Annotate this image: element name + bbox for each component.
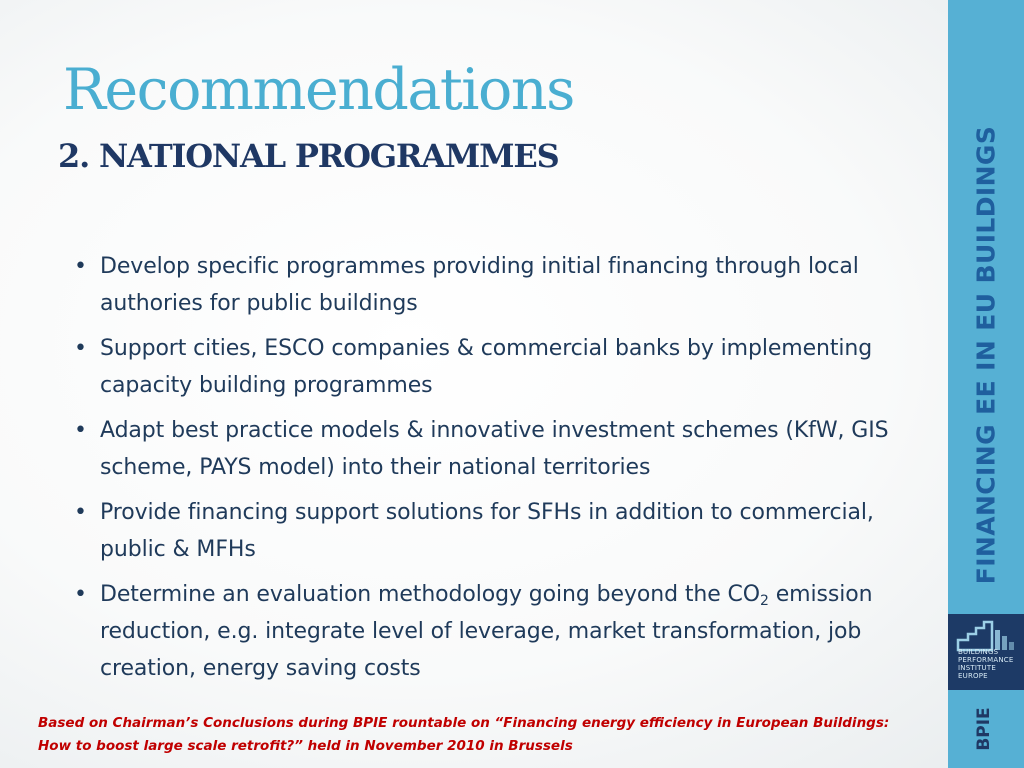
bpie-logo bbox=[948, 614, 1024, 690]
sidebar bbox=[948, 0, 1024, 768]
bullet-text: Adapt best practice models & innovative investment schemes (KfW, GIS scheme, PAYS model) into their national territories bbox=[100, 418, 889, 480]
logo-line: INSTITUTE bbox=[958, 664, 996, 672]
sidebar-title: FINANCING EE IN EU BUILDINGS bbox=[971, 125, 1001, 585]
bullet-text: Support cities, ESCO companies & commercial banks by implementing capacity building programmes bbox=[100, 336, 873, 398]
bpie-logo-icon bbox=[954, 618, 1018, 652]
bullet-text-part: Determine an evaluation methodology going beyond the CO bbox=[100, 582, 761, 607]
bullet-item bbox=[72, 576, 912, 687]
slide-title: Recommendations bbox=[63, 57, 574, 123]
bpie-tag: BPIE bbox=[974, 707, 994, 751]
bullet-item bbox=[72, 248, 912, 322]
logo-text bbox=[958, 648, 1013, 680]
bullet-item bbox=[72, 494, 912, 568]
source-footnote: Based on Chairman’s Conclusions during BPIE rountable on “Financing energy efficiency in European Buildings: How to boost large scale retrofit?” held in November 2010 in Brussels bbox=[38, 715, 890, 754]
subscript-2: 2 bbox=[760, 593, 769, 609]
bullet-item bbox=[72, 330, 912, 404]
bullet-text: Develop specific programmes providing initial financing through local authories for public buildings bbox=[100, 254, 859, 316]
bullet-list bbox=[72, 248, 912, 695]
logo-line: EUROPE bbox=[958, 672, 988, 680]
logo-line: PERFORMANCE bbox=[958, 656, 1014, 664]
bullet-text-co2 bbox=[100, 582, 872, 681]
bullet-text-part: emission reduction, e.g. integrate level of leverage, market transformation, job creation, energy saving costs bbox=[100, 582, 873, 681]
bullet-item bbox=[72, 412, 912, 486]
bullet-text: Provide financing support solutions for SFHs in addition to commercial, public & MFHs bbox=[100, 500, 874, 562]
logo-line: BUILDINGS bbox=[958, 648, 999, 656]
slide-subtitle: 2. NATIONAL PROGRAMMES bbox=[58, 137, 559, 175]
